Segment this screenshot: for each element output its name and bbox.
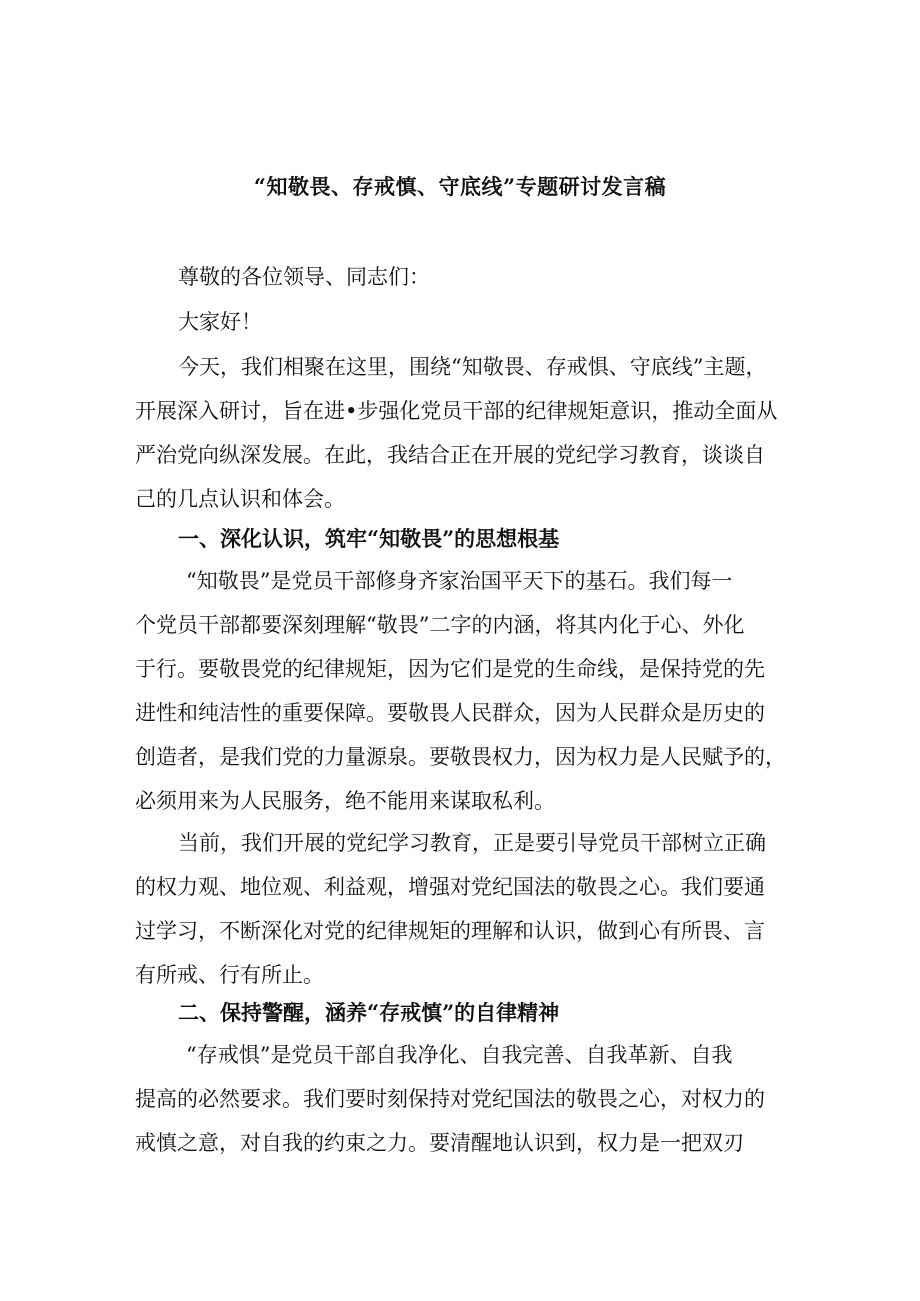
- paragraph-line: 有所戒、行有所止。: [135, 963, 324, 987]
- greeting: 大家好！: [178, 310, 262, 334]
- paragraph-line: 己的几点认识和体会。: [135, 487, 345, 511]
- paragraph-line: 今天，我们相聚在这里，围绕“知敬畏、存戒惧、守底线”主题，: [178, 355, 767, 379]
- document-title: “知敬畏、存戒慎、守底线”专题研讨发言稿: [253, 174, 667, 199]
- paragraph-line: 进性和纯洁性的重要保障。要敬畏人民群众，因为人民群众是历史的: [135, 701, 765, 725]
- paragraph-line: 于行。要敬畏党的纪律规矩，因为它们是党的生命线，是保持党的先: [135, 657, 765, 681]
- paragraph-line: 创造者，是我们党的力量源泉。要敬畏权力，因为权力是人民赋予的，: [135, 745, 786, 769]
- salutation: 尊敬的各位领导、同志们：: [178, 265, 430, 289]
- paragraph-line: “存戒惧”是党员干部自我净化、自我完善、自我革新、自我: [186, 1043, 733, 1067]
- paragraph-line: 当前，我们开展的党纪学习教育，正是要引导党员干部树立正确: [178, 831, 766, 855]
- paragraph-line: 开展深入研讨，旨在进•步强化党员干部的纪律规矩意识，推动全面从: [135, 399, 778, 423]
- section-heading-1: 一、深化认识，筑牢“知敬畏”的思想根基: [178, 526, 560, 551]
- paragraph-line: 个党员干部都要深刻理解“敬畏”二字的内涵，将其内化于心、外化: [135, 613, 745, 637]
- paragraph-line: “知敬畏”是党员干部修身齐家治国平天下的基石。我们每一: [186, 569, 733, 593]
- paragraph-line: 过学习，不断深化对党的纪律规矩的理解和认识，做到心有所畏、言: [135, 919, 765, 943]
- section-heading-2: 二、保持警醒，涵养“存戒慎”的自律精神: [178, 1000, 560, 1025]
- paragraph-line: 戒慎之意，对自我的约束之力。要清醒地认识到，权力是一把双刃: [135, 1131, 744, 1155]
- paragraph-line: 必须用来为人民服务，绝不能用来谋取私利。: [135, 789, 555, 813]
- paragraph-line: 严治党向纵深发展。在此，我结合正在开展的党纪学习教育，谈谈自: [135, 443, 765, 467]
- paragraph-line: 的权力观、地位观、利益观，增强对党纪国法的敬畏之心。我们要通: [135, 875, 765, 899]
- paragraph-line: 提高的必然要求。我们要时刻保持对党纪国法的敬畏之心，对权力的: [135, 1087, 765, 1111]
